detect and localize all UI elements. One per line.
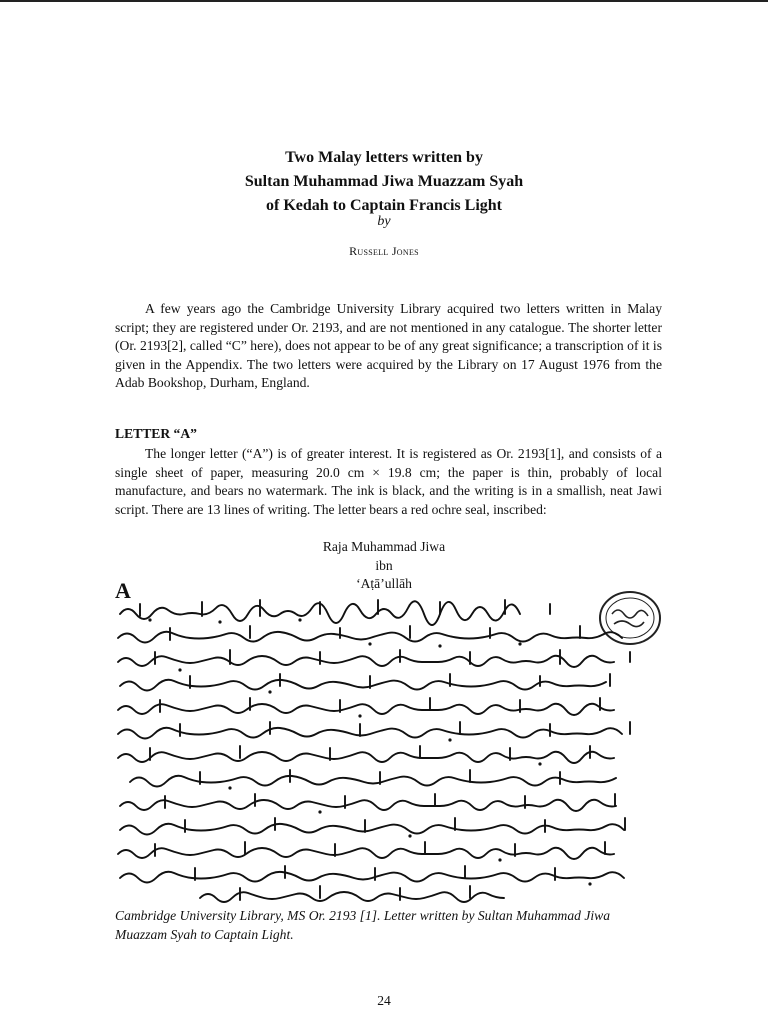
title-line: Two Malay letters written by bbox=[285, 149, 483, 166]
top-rule bbox=[0, 0, 768, 2]
figure-label: A bbox=[115, 578, 131, 603]
seal-line: ‘Aṭā’ullāh bbox=[356, 576, 412, 592]
section-paragraph-text: The longer letter (“A”) is of greater interest. It is registered as Or. 2193[1], and consists of a single sheet of paper, measuring 20.0 cm × 19.8 cm; the paper is thin, probably of local manufacture, and bears no watermark. The ink is black, and the writing is in a smallish, neat Jawi script. There are 13 lines of writing. The letter bears a red ochre seal, inscribed: bbox=[115, 446, 662, 517]
figure-caption: Cambridge University Library, MS Or. 2193 [1]. Letter written by Sultan Muhammad Jiwa Muazzam Syah to Captain Light. bbox=[115, 908, 611, 942]
author-name: Russell Jones bbox=[349, 244, 419, 258]
seal-image bbox=[600, 592, 660, 644]
section-paragraph bbox=[115, 445, 662, 519]
title-line: of Kedah to Captain Francis Light bbox=[265, 197, 502, 214]
intro-paragraph bbox=[115, 300, 662, 393]
manuscript-image bbox=[110, 590, 665, 905]
section-heading: LETTER “A” bbox=[115, 426, 197, 441]
title-line: Sultan Muhammad Jiwa Muazzam Syah bbox=[244, 173, 524, 190]
jawi-script-lines bbox=[118, 600, 630, 902]
article-title bbox=[0, 146, 768, 218]
seal-line: Raja Muhammad Jiwa bbox=[322, 539, 446, 554]
seal-line: ibn bbox=[375, 557, 393, 573]
intro-paragraph-text: A few years ago the Cambridge University Library acquired two letters written in Malay script; they are registered under Or. 2193, and are not mentioned in any catalogue. The shorter letter (Or. 2193[2], called “C” here), does not appear to be of any great significance; a transcription of it is given in the Appendix. The two letters were acquired by the Library on 17 August 1976 from the Adab Bookshop, Durham, England. bbox=[115, 301, 662, 391]
byline: by bbox=[377, 214, 391, 229]
page-number: 24 bbox=[377, 993, 391, 1008]
